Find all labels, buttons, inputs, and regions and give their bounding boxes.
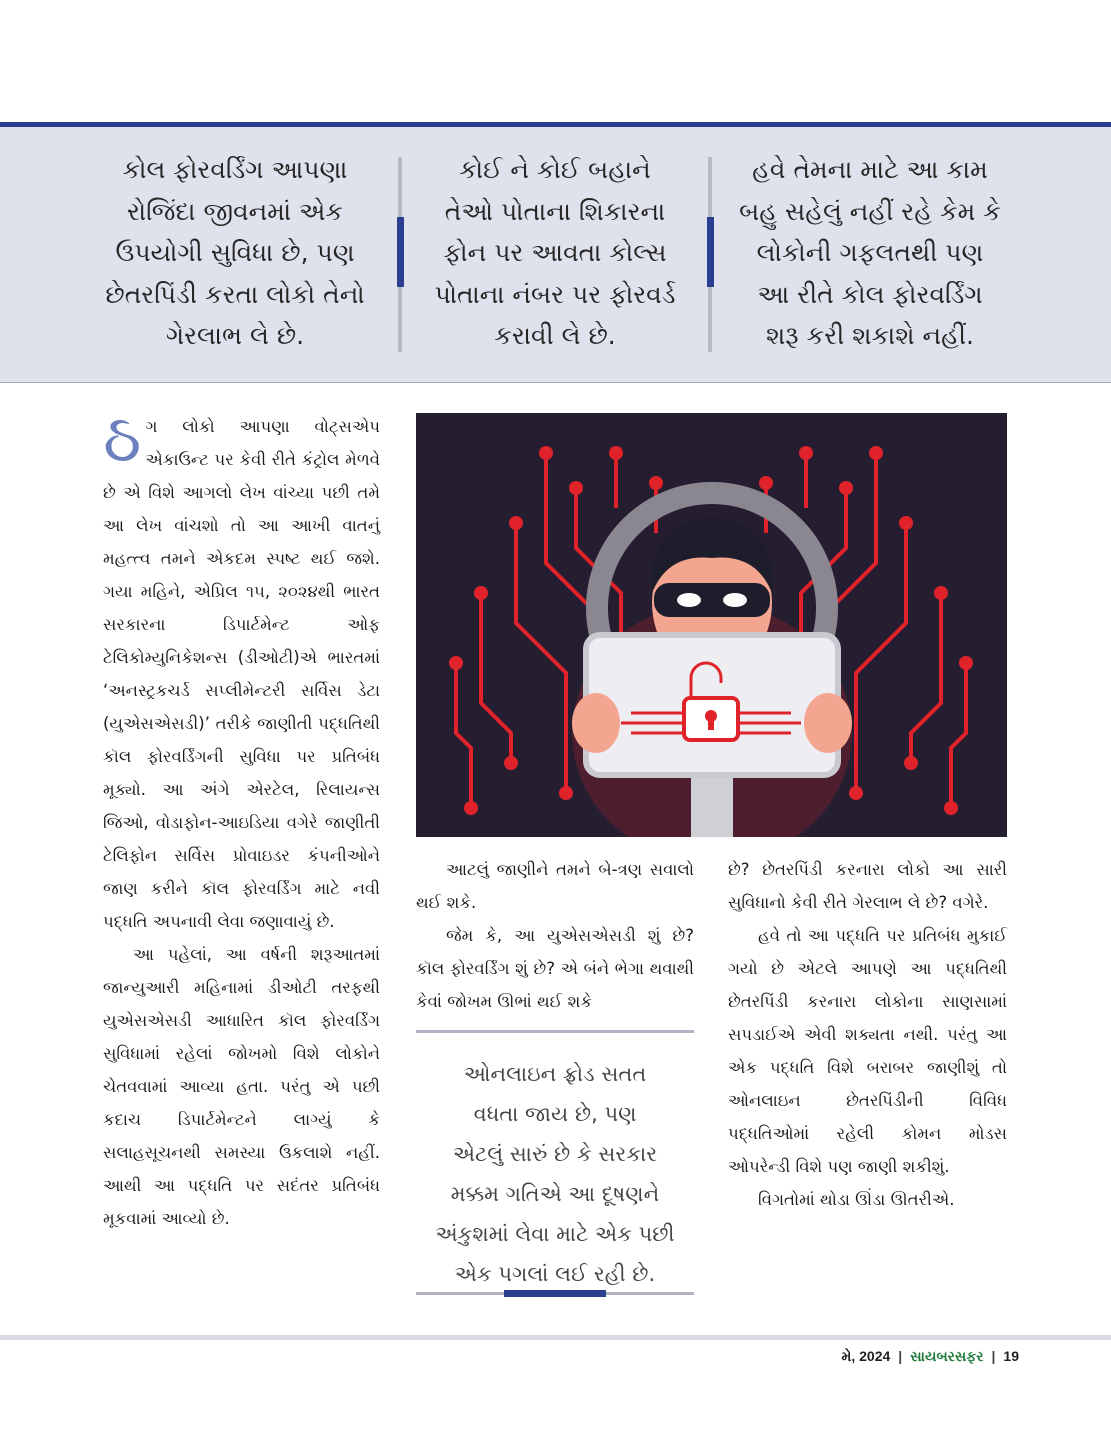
article-paragraph: વિગતોમાં થોડા ઊંડા ઊતરીએ.	[758, 1190, 955, 1209]
drop-cap: ઠ	[103, 400, 142, 477]
article-column-1	[103, 400, 380, 1235]
issue-date: મે, 2024	[841, 1348, 891, 1364]
pull-quote	[416, 1030, 694, 1297]
pull-quote-rule	[416, 1292, 694, 1295]
article-paragraph: આટલું જાણીને તમને બે-ત્રણ સવાલો થઈ શકે.	[416, 860, 694, 912]
article-paragraph: ઠગ લોકો આપણા વોટ્સએપ એકાઉન્ટ પર કેવી રીતે કંટ્રોલ મેળવે છે એ વિશે આગલો લેખ વાંચ્યા પછી તમે આ લેખ વાંચશો તો આ આખી વાતનું મહત્ત્વ તમને એકદમ સ્પષ્ટ થઈ જશે. ગયા મહિને, એપ્રિલ ૧૫, ૨૦૨૪થી ભારત સરકારના ડિપાર્ટમેન્ટ ઓફ ટેલિકોમ્યુનિકેશન્સ (ડીઓટી)એ ભારતમાં ‘અનસ્ટ્રકચર્ડ સપ્લીમેન્ટરી સર્વિસ ડેટા (યુએસએસડી)’ તરીકે જાણીતી પદ્ધતિથી કૉલ ફોરવર્ડિંગની સુવિધા પર પ્રતિબંધ મૂક્યો. આ અંગે એરટેલ, રિલાયન્સ જિઓ, વોડાફોન-આઇડિયા વગેરે જાણીતી ટેલિફોન સર્વિસ પ્રોવાઇડર કંપનીઓને જાણ કરીને કૉલ ફોરવર્ડિંગ માટે નવી પદ્ધતિ અપનાવી લેવા જણાવાયું છે.	[103, 400, 380, 931]
page-footer: મે, 2024 | સાયબરસફર | 19	[841, 1348, 1019, 1364]
article-paragraph: છે? છેતરપિંડી કરનારા લોકો આ સારી સુવિધાનો કેવી રીતે ગેરલાભ લે છે? વગેરે.	[728, 860, 1007, 912]
article-paragraph: જેમ કે, આ યુએસએસડી શું છે? કૉલ ફોરવર્ડિંગ શું છે? એ બંને ભેગા થવાથી કેવાં જોખમ ઊભાં થઈ શકે	[416, 926, 694, 1011]
magazine-name: સાયબરસફર	[910, 1348, 984, 1364]
footer-rule	[0, 1335, 1111, 1340]
article-column-2	[416, 853, 694, 1018]
article-paragraph: આ પહેલાં, આ વર્ષની શરૂઆતમાં જાન્યુઆરી મહિનામાં ડીઓટી તરફથી યુએસએસડી આધારિત કૉલ ફોરવર્ડિંગ સુવિધામાં રહેલાં જોખમો વિશે લોકોને ચેતવવામાં આવ્યા હતા. પરંતુ એ પછી કદાચ ડિપાર્ટમેન્ટને લાગ્યું કે સલાહસૂચનથી સમસ્યા ઉકલાશે નહીં. આથી આ પદ્ધતિ પર સદંતર પ્રતિબંધ મૂકવામાં આવ્યો છે.	[103, 945, 380, 1228]
highlight-2: કોઈ ને કોઈ બહાને તેઓ પોતાના શિકારના ફોન પર આવતા કોલ્સ પોતાના નંબર પર ફોરવર્ડ કરાવી લે છે.	[434, 155, 676, 350]
hacker-lock-icon	[416, 413, 1007, 837]
highlight-1: કોલ ફોરવર્ડિંગ આપણા રોજિંદા જીવનમાં એક ઉપયોગી સુવિધા છે, પણ છેતરપિંડી કરતા લોકો તેનો ગેરલાભ લે છે.	[105, 155, 365, 350]
article-column-3	[728, 853, 1007, 1216]
article-paragraph: હવે તો આ પદ્ધતિ પર પ્રતિબંધ મુકાઈ ગયો છે એટલે આપણે આ પદ્ધતિથી છેતરપિંડી કરનારા લોકોના સાણસામાં સપડાઈએ એવી શક્યતા નથી. પરંતુ આ એક પદ્ધતિ વિશે બરાબર જાણીશું તો ઓનલાઇન છેતરપિંડીની વિવિધ પદ્ધતિઓમાં રહેલી કોમન મોડસ ઓપરેન્ડી વિશે પણ જાણી શકીશું.	[728, 926, 1007, 1176]
page-number: 19	[1003, 1348, 1019, 1364]
hacker-illustration	[416, 413, 1007, 837]
highlights-banner	[0, 127, 1111, 383]
banner-divider	[708, 157, 712, 352]
highlight-3: હવે તેમના માટે આ કામ બહુ સહેલું નહીં રહે કેમ કે લોકોની ગફલતથી પણ આ રીતે કોલ ફોરવર્ડિંગ શરૂ કરી શકાશે નહીં.	[739, 155, 1001, 350]
pull-quote-text: ઓનલાઇન ફ્રોડ સતત વધતા જાય છે, પણ એટલું સારું છે કે સરકાર મક્કમ ગતિએ આ દૂષણને અંકુશમાં લેવા માટે એક પછી એક પગલાં લઈ રહી છે.	[435, 1062, 675, 1286]
pull-quote-rule	[416, 1030, 694, 1033]
